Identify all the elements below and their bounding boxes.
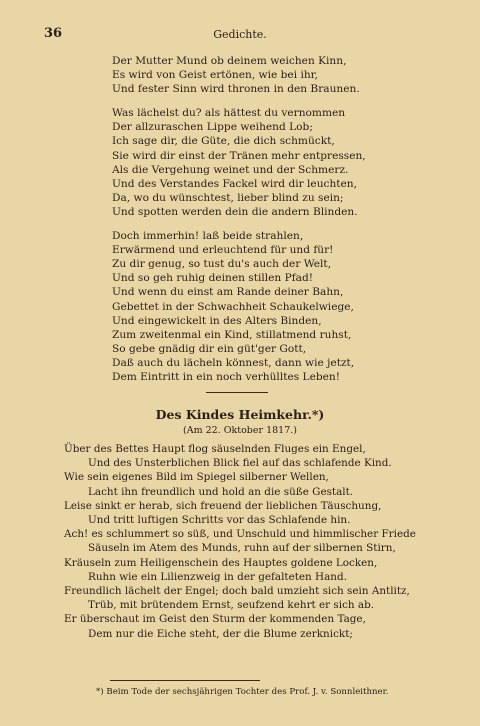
- verse-line: Säuseln im Atem des Munds, ruhn auf der silbernen Stirn,: [88, 542, 396, 555]
- verse-line: Und spotten werden dein die andern Blinden.: [112, 205, 358, 218]
- verse-line: Und fester Sinn wird thronen in den Braunen.: [112, 83, 360, 96]
- verse-line: Was lächelst du? als hättest du vernommen: [112, 107, 346, 120]
- verse-line: Und tritt luftigen Schritts vor das Schlafende hin.: [88, 514, 351, 527]
- footnote: *) Beim Tode der sechsjährigen Tochter des Prof. J. v. Sonnleithner.: [96, 687, 389, 697]
- stanza: [112, 54, 442, 96]
- verse-line: Und so geh ruhig deinen stillen Pfad!: [112, 272, 314, 285]
- poem-continuation: [112, 54, 442, 384]
- verse-line: So gebe gnädig dir ein güt'ger Gott,: [112, 342, 307, 355]
- stanza: [112, 106, 442, 219]
- verse-line: Als die Vergehung weinet und der Schmerz.: [112, 163, 349, 176]
- verse-line: Es wird von Geist ertönen, wie bei ihr,: [112, 69, 318, 82]
- verse-line: Wie sein eigenes Bild im Spiegel silberner Wellen,: [64, 471, 329, 484]
- poem-body: [64, 442, 454, 641]
- verse-line: Der allzuraschen Lippe weihend Lob;: [112, 121, 313, 134]
- section-divider: [206, 392, 268, 393]
- verse-line: Dem Eintritt in ein noch verhülltes Leben!: [112, 370, 340, 383]
- verse-line: Zum zweitenmal ein Kind, stillatmend ruhst,: [112, 328, 352, 341]
- verse-line: Und des Unsterblichen Blick fiel auf das schlafende Kind.: [88, 457, 392, 470]
- verse-line: Ich sage dir, die Güte, die dich schmückt,: [112, 135, 335, 148]
- verse-line: Trüb, mit brütendem Ernst, seufzend kehrt er sich ab.: [88, 599, 375, 612]
- verse-line: Über des Bettes Haupt flog säuselnden Fluges ein Engel,: [64, 443, 366, 455]
- verse-line: Freundlich lächelt der Engel; doch bald umzieht sich sein Antlitz,: [64, 585, 410, 598]
- verse-line: Und eingewickelt in des Alters Binden,: [112, 314, 322, 327]
- verse-line: Leise sinkt er herab, sich freuend der lieblichen Täuschung,: [64, 499, 382, 512]
- verse-line: Ach! es schlummert so süß, und Unschuld und himmlischer Friede: [64, 528, 416, 541]
- verse-line: Ruhn wie ein Lilienzweig in der gefalteten Hand.: [88, 570, 347, 583]
- page-number: 36: [44, 26, 63, 41]
- running-head: Gedichte.: [213, 28, 267, 41]
- verse-line: Dem nur die Eiche steht, der die Blume zerknickt;: [88, 627, 353, 640]
- verse-line: Und des Verstandes Fackel wird dir leuchten,: [112, 177, 358, 190]
- poem-date: (Am 22. Oktober 1817.): [183, 425, 297, 436]
- verse-line: Lacht ihn freundlich und hold an die süße Gestalt.: [88, 485, 354, 498]
- stanza: [112, 229, 442, 384]
- verse-line: Gebettet in der Schwachheit Schaukelwiege,: [112, 300, 354, 313]
- verse-line: Da, wo du wünschtest, lieber blind zu sein;: [112, 191, 344, 204]
- poem-title: Des Kindes Heimkehr.*): [155, 407, 325, 422]
- verse-line: Erwärmend und erleuchtend für und für!: [112, 244, 334, 257]
- verse-line: Er überschaut im Geist den Sturm der kommenden Tage,: [64, 613, 366, 626]
- verse-line: Und wenn du einst am Rande deiner Bahn,: [112, 286, 344, 299]
- verse-line: Der Mutter Mund ob deinem weichen Kinn,: [112, 55, 347, 67]
- verse-line: Sie wird dir einst der Tränen mehr entpressen,: [112, 149, 366, 162]
- verse-line: Zu dir genug, so tust du's auch der Welt,: [112, 258, 332, 271]
- verse-line: Doch immerhin! laß beide strahlen,: [112, 230, 304, 243]
- verse-line: Daß auch du lächeln könnest, dann wie jetzt,: [112, 356, 355, 369]
- footnote-rule: [110, 680, 260, 681]
- verse-line: Kräuseln zum Heiligenschein des Hauptes goldene Locken,: [64, 556, 378, 569]
